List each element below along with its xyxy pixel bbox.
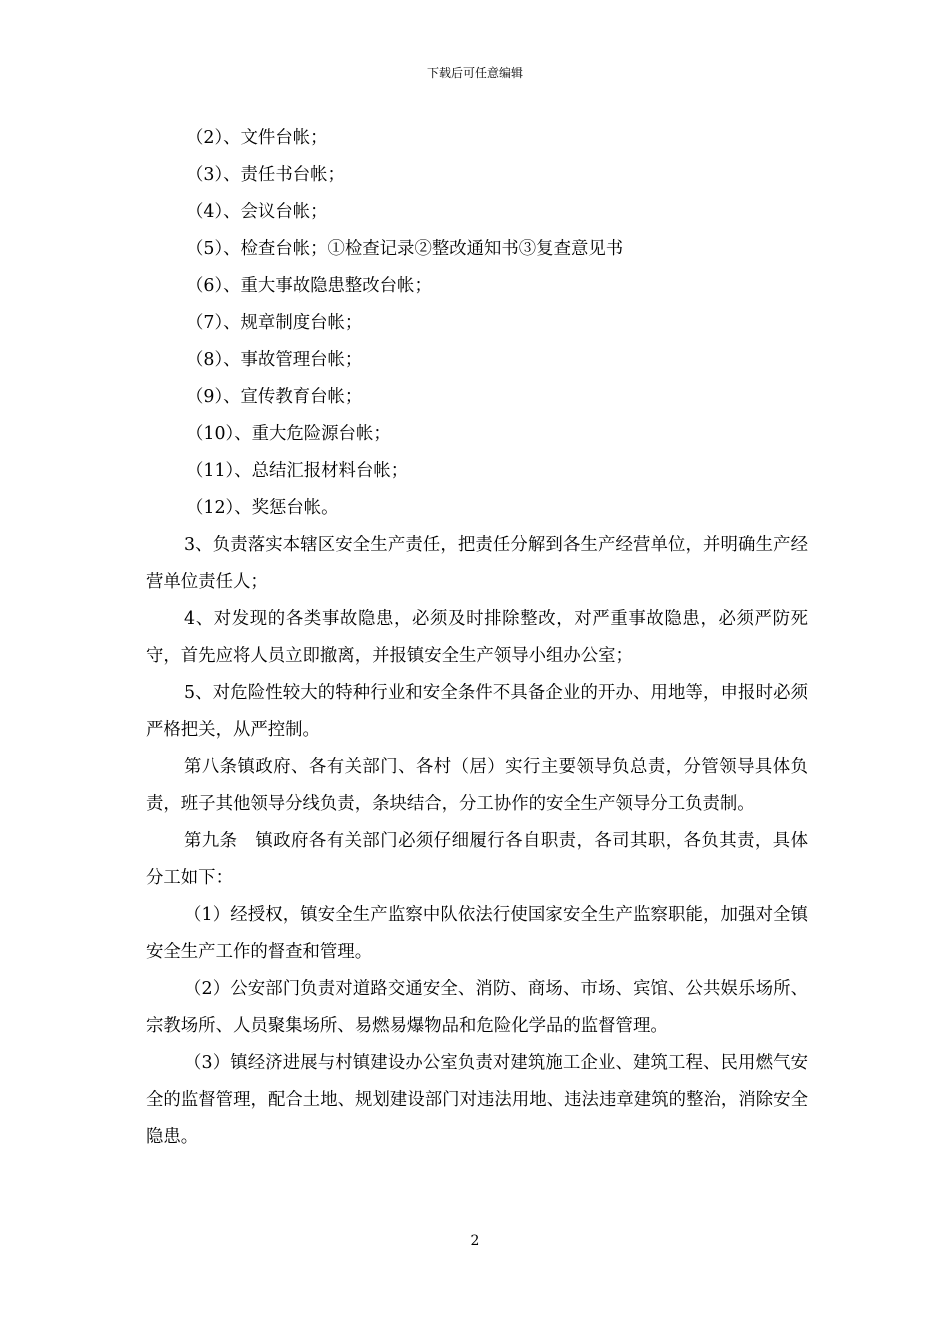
paragraph: 5、对危险性较大的特种行业和安全条件不具备企业的开办、用地等，申报时必须严格把关，从严控制。 bbox=[146, 683, 808, 740]
paragraph: （2）公安部门负责对道路交通安全、消防、商场、市场、宾馆、公共娱乐场所、宗教场所、人员聚集场所、易燃易爆物品和危险化学品的监督管理。 bbox=[146, 979, 808, 1036]
list-item: （8）、事故管理台帐； bbox=[186, 350, 363, 370]
page-header: 下载后可任意编辑 bbox=[426, 66, 523, 80]
list-item: （11）、总结汇报材料台帐； bbox=[186, 461, 409, 481]
list-item: （9）、宣传教育台帐； bbox=[186, 387, 363, 407]
list-item: （5）、检查台帐；①检查记录②整改通知书③复查意见书 bbox=[186, 239, 624, 259]
paragraph: 第八条镇政府、各有关部门、各村（居）实行主要领导负总责，分管领导具体负责，班子其他领导分线负责，条块结合，分工协作的安全生产领导分工负责制。 bbox=[146, 757, 808, 814]
list-item: （7）、规章制度台帐； bbox=[186, 313, 363, 333]
paragraph: 第九条 镇政府各有关部门必须仔细履行各自职责，各司其职，各负其责，具体分工如下： bbox=[146, 831, 808, 888]
list-item: （4）、会议台帐； bbox=[186, 202, 328, 222]
list-item: （6）、重大事故隐患整改台帐； bbox=[186, 276, 432, 296]
paragraph: 4、对发现的各类事故隐患，必须及时排除整改，对严重事故隐患，必须严防死守，首先应将人员立即撤离，并报镇安全生产领导小组办公室； bbox=[146, 609, 808, 666]
list-item: （2）、文件台帐； bbox=[186, 128, 328, 148]
page-number: 2 bbox=[470, 1233, 480, 1249]
document-body bbox=[146, 120, 808, 1156]
paragraph: 3、负责落实本辖区安全生产责任，把责任分解到各生产经营单位，并明确生产经营单位责任人； bbox=[146, 535, 808, 592]
list-item: （12）、奖惩台帐。 bbox=[186, 498, 339, 518]
list-item: （10）、重大危险源台帐； bbox=[186, 424, 391, 444]
paragraph: （3）镇经济进展与村镇建设办公室负责对建筑施工企业、建筑工程、民用燃气安全的监督管理，配合土地、规划建设部门对违法用地、违法违章建筑的整治，消除安全隐患。 bbox=[146, 1053, 808, 1147]
list-item: （3）、责任书台帐； bbox=[186, 165, 345, 185]
paragraph: （1）经授权，镇安全生产监察中队依法行使国家安全生产监察职能，加强对全镇安全生产工作的督查和管理。 bbox=[146, 905, 808, 962]
